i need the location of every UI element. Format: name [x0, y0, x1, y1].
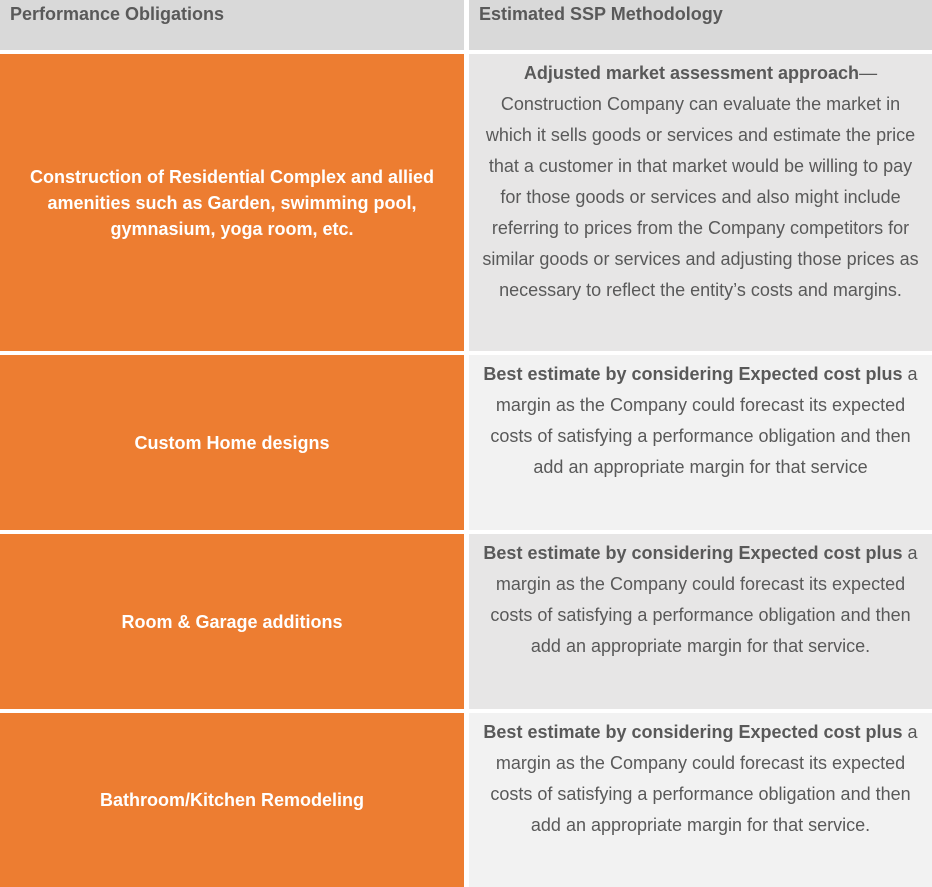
ssp-cell: [469, 54, 932, 351]
ssp-bold-text: Best estimate by considering Expected cost plus: [483, 364, 903, 384]
obligation-cell: [0, 713, 464, 887]
obligation-text: Construction of Residential Complex and allied amenities such as Garden, swimming pool, gymnasium, yoga room, etc.: [29, 166, 435, 239]
ssp-bold-text: Best estimate by considering Expected cost plus: [483, 722, 903, 742]
ssp-text: a margin as the Company could forecast its expected costs of satisfying a performance obligation and then add an appropriate margin for that service: [490, 364, 918, 477]
ssp-text: — Construction Company can evaluate the market in which it sells goods or services and estimate the price that a customer in that market would be willing to pay for those goods or services and also might include referring to prices from the Company competitors for similar goods or services and adjusting those prices as necessary to reflect the entity’s costs and margins.: [482, 63, 919, 300]
ssp-text: a margin as the Company could forecast its expected costs of satisfying a performance obligation and then add an appropriate margin for that service.: [490, 722, 918, 835]
ssp-bold-text: Best estimate by considering Expected cost plus: [483, 543, 903, 563]
header-performance-obligations: Performance Obligations: [0, 0, 464, 50]
ssp-cell: [469, 713, 932, 887]
header-estimated-ssp-methodology: Estimated SSP Methodology: [469, 0, 932, 50]
obligation-text: Bathroom/Kitchen Remodeling: [99, 790, 364, 810]
ssp-cell: [469, 355, 932, 530]
obligation-cell: [0, 54, 464, 351]
ssp-text: a margin as the Company could forecast its expected costs of satisfying a performance obligation and then add an appropriate margin for that service.: [490, 543, 918, 656]
obligation-cell: [0, 534, 464, 709]
ssp-bold-text: Adjusted market assessment approach: [523, 63, 860, 83]
obligation-text: Room & Garage additions: [121, 611, 343, 632]
obligation-cell: [0, 355, 464, 530]
ssp-cell: [469, 534, 932, 709]
obligation-text: Custom Home designs: [134, 432, 330, 453]
